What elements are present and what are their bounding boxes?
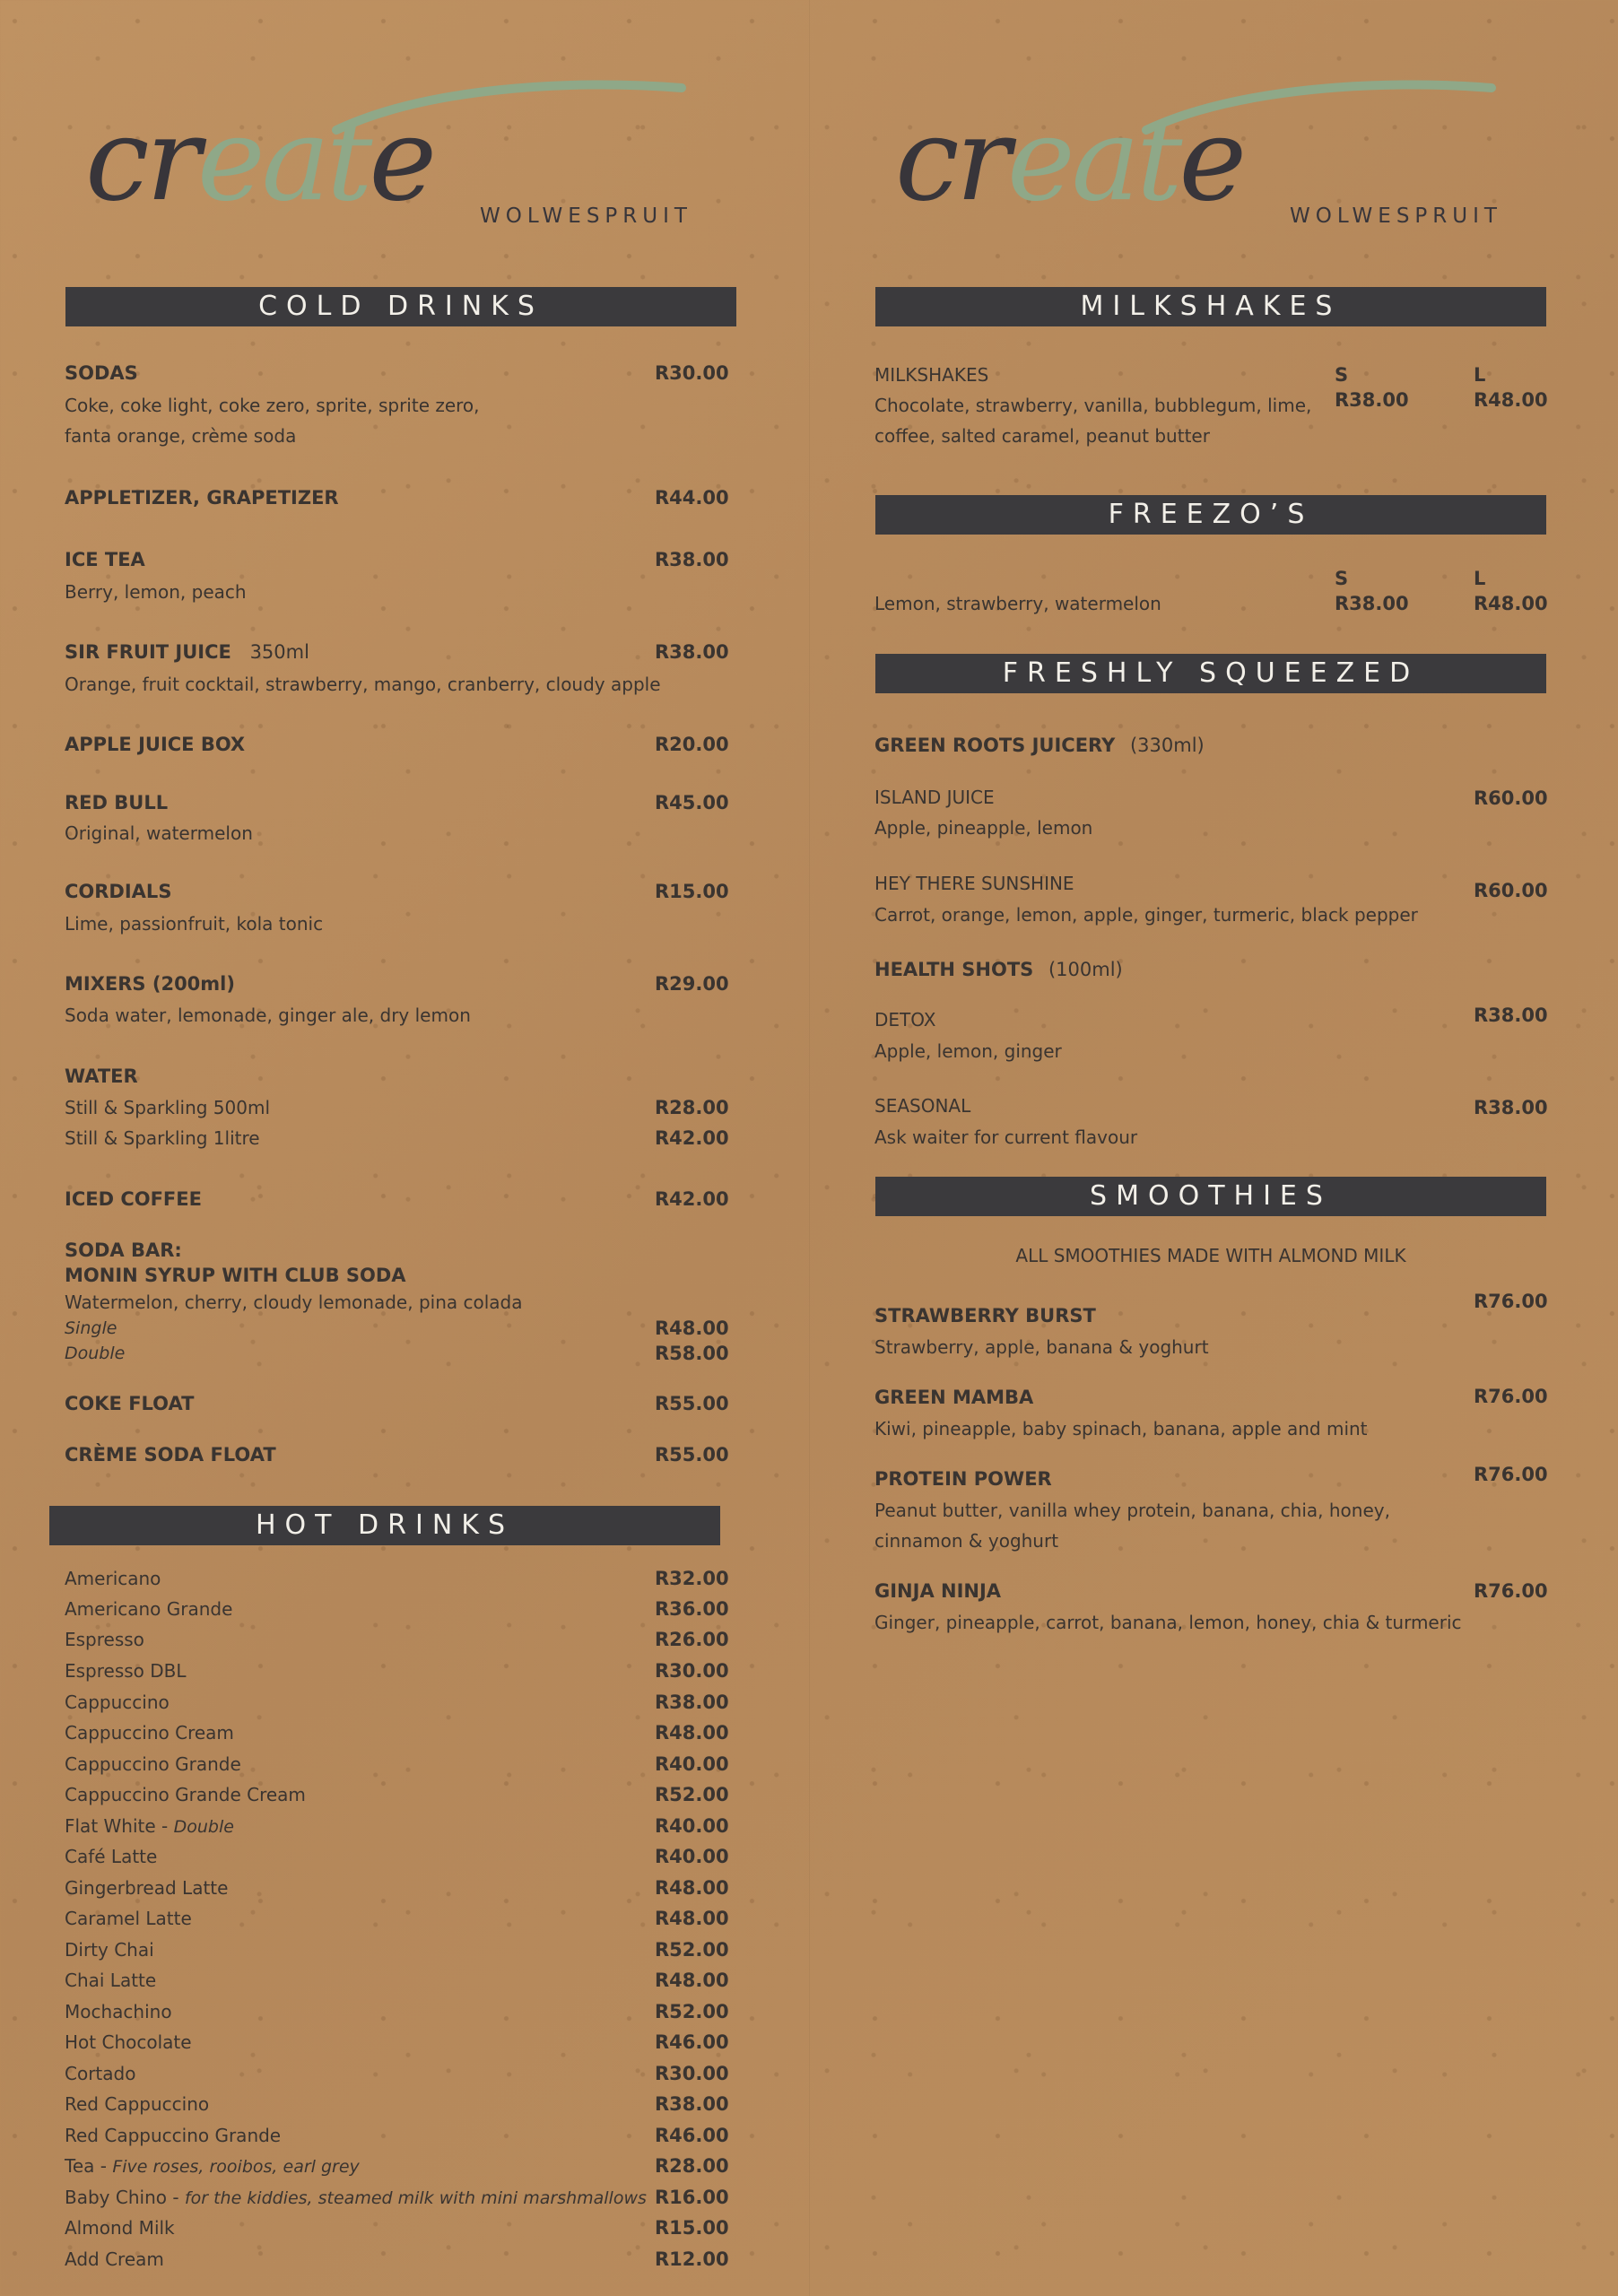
shot-price: R38.00	[1474, 1004, 1548, 1026]
hot-item-name: Chai Latte	[65, 1970, 157, 1991]
milkshake-size-s: S	[1335, 364, 1349, 386]
logo-part-1: cr	[85, 93, 197, 227]
hot-item-name: Café Latte	[65, 1846, 158, 1867]
logo-part-2: eat	[196, 93, 370, 227]
hot-item-price: R52.00	[655, 1784, 729, 1805]
cold-item-price: R30.00	[655, 362, 729, 384]
cold-item-name: WATER	[65, 1065, 138, 1087]
hot-item-price: R36.00	[655, 1598, 729, 1620]
logo-subtitle: WOLWESPRUIT	[480, 204, 692, 228]
cold-item-desc: Lime, passionfruit, kola tonic	[65, 913, 324, 935]
hot-item-price: R40.00	[655, 1846, 729, 1867]
cold-item-name: CRÈME SODA FLOAT	[65, 1444, 276, 1465]
hot-item-price: R48.00	[655, 1722, 729, 1744]
hot-item-price: R46.00	[655, 2125, 729, 2146]
smoothie-price: R76.00	[1474, 1386, 1548, 1407]
right-page	[809, 0, 1618, 2296]
smoothie-desc: Strawberry, apple, banana & yoghurt	[874, 1336, 1209, 1358]
hot-item-name: Americano Grande	[65, 1598, 233, 1620]
smoothie-name: GINJA NINJA	[874, 1580, 1002, 1602]
smoothie-desc: Peanut butter, vanilla whey protein, banana, chia, honey,	[874, 1500, 1390, 1521]
cold-item-name: RED BULL	[65, 792, 169, 813]
cold-item-price: R29.00	[655, 973, 729, 995]
smoothie-price: R76.00	[1474, 1291, 1548, 1312]
smoothie-desc: cinnamon & yoghurt	[874, 1530, 1059, 1552]
freezo-size-l: L	[1474, 568, 1486, 589]
smoothie-name: PROTEIN POWER	[874, 1468, 1052, 1490]
cold-item-name: SIR FRUIT JUICE	[65, 641, 231, 663]
smoothies-note: ALL SMOOTHIES MADE WITH ALMOND MILK	[1015, 1245, 1406, 1266]
juice-desc: Carrot, orange, lemon, apple, ginger, turmeric, black pepper	[874, 904, 1418, 926]
create-logo	[85, 63, 767, 242]
smoothie-price: R76.00	[1474, 1580, 1548, 1602]
hot-item-name: Gingerbread Latte	[65, 1877, 229, 1899]
smoothie-price: R76.00	[1474, 1464, 1548, 1485]
hot-item-name: Red Cappuccino Grande	[65, 2125, 282, 2146]
smoothie-desc: Ginger, pineapple, carrot, banana, lemon, honey, chia & turmeric	[874, 1612, 1462, 1633]
hot-item-price: R30.00	[655, 1660, 729, 1682]
juice-name: ISLAND JUICE	[874, 787, 995, 808]
juicery-size: (330ml)	[1129, 735, 1205, 756]
cold-item-price: R38.00	[655, 549, 729, 570]
logo-part-1: cr	[895, 93, 1007, 227]
hot-item-name-row	[65, 2182, 647, 2213]
hot-item-price: R48.00	[655, 1877, 729, 1899]
cold-item-name: APPLETIZER, GRAPETIZER	[65, 487, 339, 509]
hot-item-name: Add Cream	[65, 2248, 164, 2270]
shot-name: DETOX	[874, 1009, 936, 1031]
milkshakes-header: MILKSHAKES	[875, 287, 1546, 326]
hot-item-name: Dirty Chai	[65, 1939, 154, 1961]
hot-item-name: Flat White -	[65, 1815, 174, 1837]
hot-item-price: R38.00	[655, 2093, 729, 2115]
juice-name: HEY THERE SUNSHINE	[874, 873, 1074, 894]
juice-price: R60.00	[1474, 880, 1548, 901]
hot-item-name: Espresso DBL	[65, 1660, 187, 1682]
smoothie-name: GREEN MAMBA	[874, 1387, 1034, 1408]
milkshake-price-l: R48.00	[1474, 389, 1548, 411]
hot-item-price: R48.00	[655, 1970, 729, 1991]
hot-item-price: R46.00	[655, 2031, 729, 2053]
logo-subtitle: WOLWESPRUIT	[1290, 204, 1502, 228]
cold-item-desc: Coke, coke light, coke zero, sprite, sprite zero,	[65, 395, 480, 416]
cold-item-price: R55.00	[655, 1444, 729, 1465]
hot-item-price: R48.00	[655, 1908, 729, 1929]
hot-item-price: R26.00	[655, 1629, 729, 1650]
cold-item-option: Still & Sparkling 500ml	[65, 1097, 271, 1118]
hot-item-name: Cappuccino	[65, 1692, 170, 1713]
hot-item-price: R28.00	[655, 2155, 729, 2177]
hot-item-note: for the kiddies, steamed milk with mini marshmallows	[184, 2188, 647, 2208]
cold-item-price: R44.00	[655, 487, 729, 509]
freezo-price-s: R38.00	[1335, 593, 1409, 614]
shot-price: R38.00	[1474, 1097, 1548, 1118]
cold-item-price: R58.00	[655, 1343, 729, 1364]
hot-item-price: R15.00	[655, 2217, 729, 2239]
cold-item-name: MIXERS (200ml)	[65, 973, 235, 995]
cold-item-option: Double	[65, 1344, 126, 1363]
hot-item-price: R40.00	[655, 1815, 729, 1837]
hot-item-price: R32.00	[655, 1568, 729, 1589]
cold-item-name: COKE FLOAT	[65, 1393, 195, 1414]
hot-item-price: R30.00	[655, 2063, 729, 2084]
juicery-heading	[874, 734, 1205, 757]
logo-part-3: e	[369, 93, 434, 227]
cold-item-desc: Orange, fruit cocktail, strawberry, mango, cranberry, cloudy apple	[65, 674, 661, 695]
freshly-squeezed-header: FRESHLY SQUEEZED	[875, 654, 1546, 693]
hot-item-name-row	[65, 1811, 234, 1842]
cold-item-desc: Watermelon, cherry, cloudy lemonade, pina colada	[65, 1292, 523, 1313]
hot-item-name: Cappuccino Cream	[65, 1722, 234, 1744]
cold-item-option: Single	[65, 1318, 117, 1338]
hot-item-name-row	[65, 2151, 360, 2182]
freezos-header: FREEZO’S	[875, 495, 1546, 535]
cold-item-name: CORDIALS	[65, 881, 172, 902]
cold-item-size: 350ml	[249, 641, 309, 663]
logo-wordmark	[895, 93, 1244, 227]
hot-item-name: Almond Milk	[65, 2217, 175, 2239]
cold-item-price: R20.00	[655, 734, 729, 755]
hot-item-price: R52.00	[655, 1939, 729, 1961]
juicery-name: GREEN ROOTS JUICERY	[874, 735, 1116, 756]
create-logo	[895, 63, 1577, 242]
cold-item-name: MONIN SYRUP WITH CLUB SODA	[65, 1265, 406, 1286]
cold-item-price: R28.00	[655, 1097, 729, 1118]
health-shots-heading	[874, 958, 1123, 981]
freezo-desc: Lemon, strawberry, watermelon	[874, 593, 1161, 614]
hot-item-price: R12.00	[655, 2248, 729, 2270]
hot-item-price: R38.00	[655, 1692, 729, 1713]
cold-item-price: R55.00	[655, 1393, 729, 1414]
cold-item-name: ICED COFFEE	[65, 1188, 202, 1210]
smoothies-header: SMOOTHIES	[875, 1177, 1546, 1216]
milkshake-desc: coffee, salted caramel, peanut butter	[874, 425, 1210, 447]
milkshake-name: MILKSHAKES	[874, 364, 989, 386]
hot-item-name: Baby Chino -	[65, 2187, 185, 2208]
health-shots-size: (100ml)	[1048, 959, 1123, 980]
cold-item-price: R15.00	[655, 881, 729, 902]
hot-item-name: Tea -	[65, 2155, 113, 2177]
shot-name: SEASONAL	[874, 1095, 971, 1117]
cold-item-price: R48.00	[655, 1318, 729, 1339]
cold-item-desc: Original, watermelon	[65, 822, 253, 844]
hot-item-name: Red Cappuccino	[65, 2093, 210, 2115]
freezo-size-s: S	[1335, 568, 1349, 589]
juice-desc: Apple, pineapple, lemon	[874, 817, 1093, 839]
logo-part-3: e	[1179, 93, 1244, 227]
milkshake-desc: Chocolate, strawberry, vanilla, bubblegum, lime,	[874, 395, 1312, 416]
hot-item-note: Five roses, rooibos, earl grey	[112, 2157, 360, 2177]
hot-item-price: R16.00	[655, 2187, 729, 2208]
smoothie-name: STRAWBERRY BURST	[874, 1305, 1096, 1326]
hot-item-name: Americano	[65, 1568, 161, 1589]
juice-price: R60.00	[1474, 787, 1548, 809]
hot-item-name: Cortado	[65, 2063, 136, 2084]
cold-item-desc: Berry, lemon, peach	[65, 581, 247, 603]
hot-item-price: R52.00	[655, 2001, 729, 2022]
logo-part-2: eat	[1006, 93, 1179, 227]
milkshake-size-l: L	[1474, 364, 1486, 386]
cold-item-name: APPLE JUICE BOX	[65, 734, 246, 755]
cold-item-price: R45.00	[655, 792, 729, 813]
smoothie-desc: Kiwi, pineapple, baby spinach, banana, apple and mint	[874, 1418, 1368, 1439]
cold-item-price: R38.00	[655, 641, 729, 663]
shot-desc: Ask waiter for current flavour	[874, 1126, 1138, 1148]
hot-item-note: Double	[173, 1817, 234, 1837]
shot-desc: Apple, lemon, ginger	[874, 1040, 1062, 1062]
cold-item-name: ICE TEA	[65, 549, 145, 570]
cold-item-name-row	[65, 640, 309, 664]
hot-item-name: Mochachino	[65, 2001, 172, 2022]
cold-item-name: SODAS	[65, 362, 138, 384]
cold-item-desc: Soda water, lemonade, ginger ale, dry lemon	[65, 1004, 471, 1026]
milkshake-price-s: R38.00	[1335, 389, 1409, 411]
cold-item-price: R42.00	[655, 1127, 729, 1149]
freezo-price-l: R48.00	[1474, 593, 1548, 614]
cold-drinks-header: COLD DRINKS	[65, 287, 736, 326]
hot-item-name: Hot Chocolate	[65, 2031, 192, 2053]
hot-item-name: Caramel Latte	[65, 1908, 192, 1929]
hot-drinks-header: HOT DRINKS	[49, 1506, 720, 1545]
cold-item-option: Still & Sparkling 1litre	[65, 1127, 260, 1149]
hot-item-name: Espresso	[65, 1629, 144, 1650]
hot-item-name: Cappuccino Grande	[65, 1753, 241, 1775]
logo-wordmark	[85, 93, 434, 227]
health-shots-name: HEALTH SHOTS	[874, 959, 1034, 980]
cold-item-price: R42.00	[655, 1188, 729, 1210]
hot-item-name: Cappuccino Grande Cream	[65, 1784, 306, 1805]
cold-item-name: SODA BAR:	[65, 1239, 182, 1261]
hot-item-price: R40.00	[655, 1753, 729, 1775]
cold-item-desc: fanta orange, crème soda	[65, 425, 297, 447]
